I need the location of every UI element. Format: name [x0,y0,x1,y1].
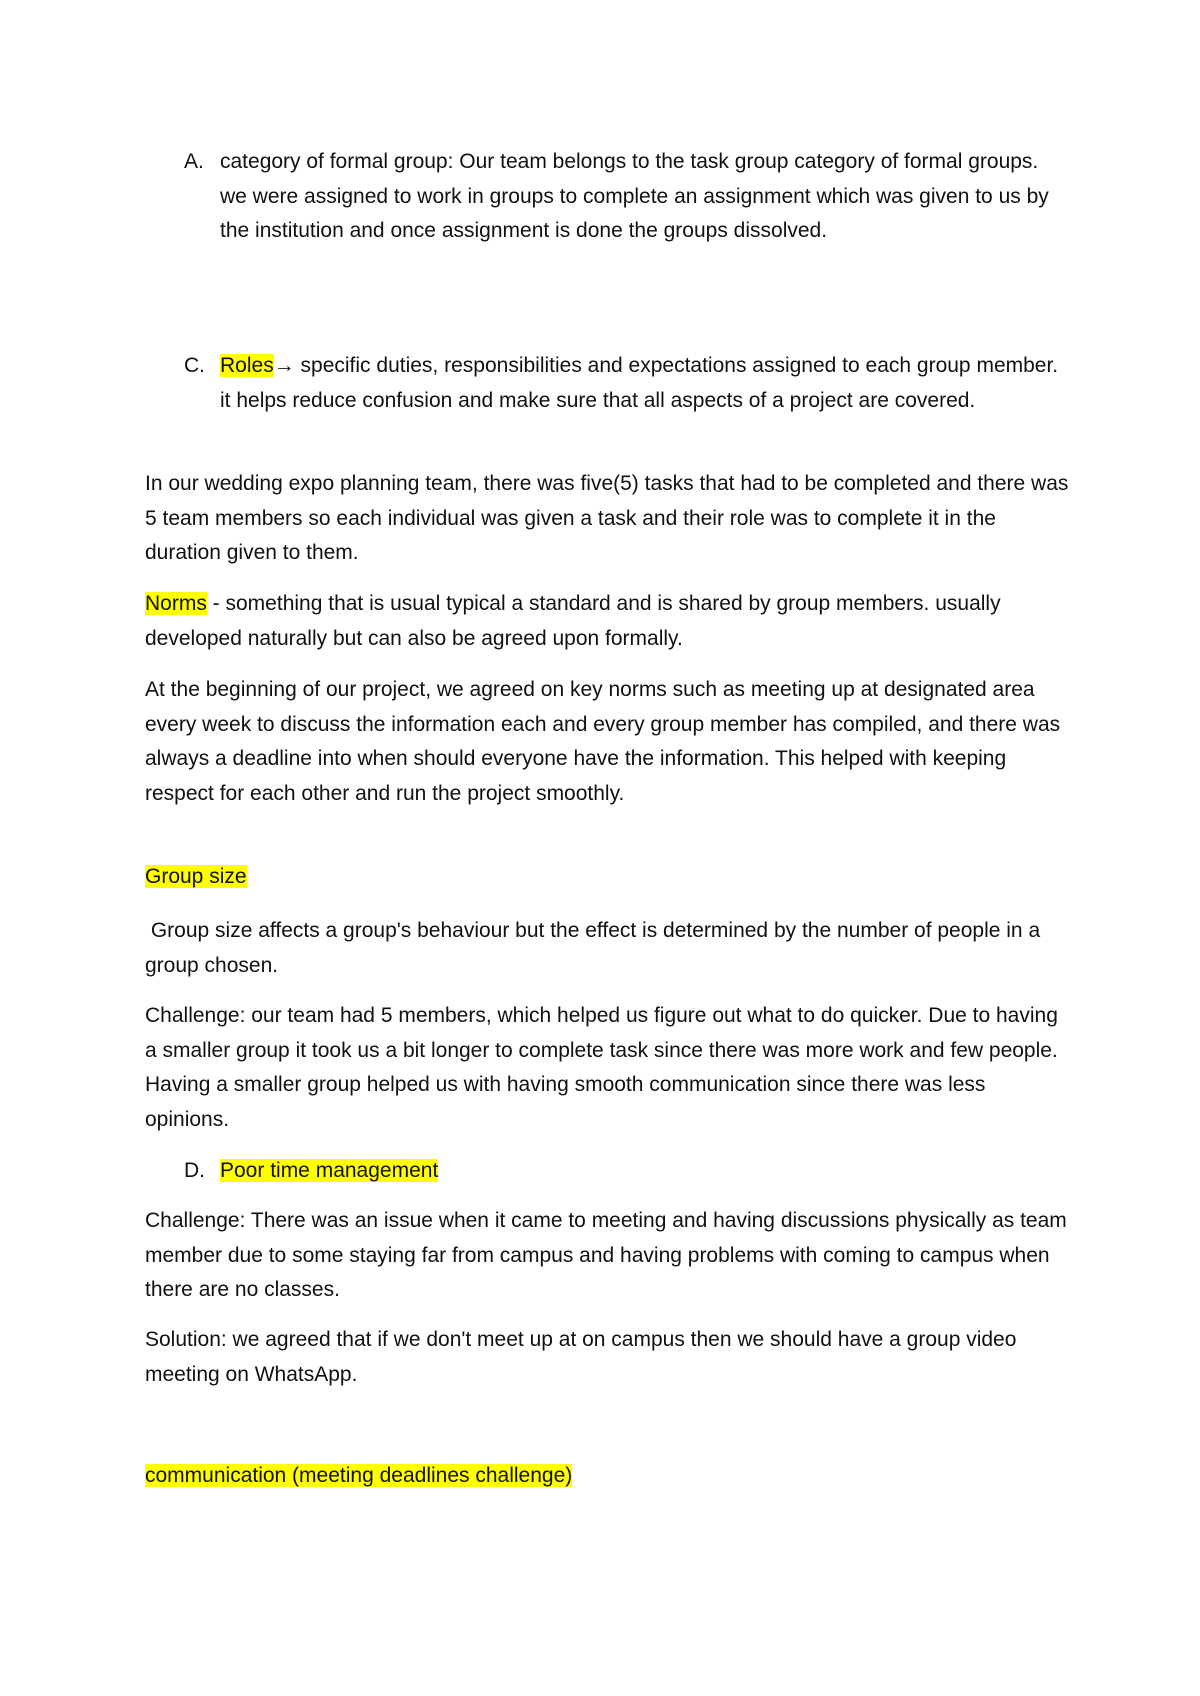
group-size-paragraph [145,914,1075,983]
poor-time-management-item [186,1154,1066,1189]
roles-example-paragraph: In our wedding expo planning team, there was five(5) tasks that had to be completed and there was 5 team members so each individual was given a task and their role was to complete it in the duration given to them. [145,472,1069,564]
group-size-heading [145,860,1075,895]
norms-highlight: Norms [145,592,207,615]
list-marker-d: D. [184,1159,205,1182]
roles-definition-text: specific duties, responsibilities and expectations assigned to each group member. it helps reduce confusion and make sure that all aspects of a project are covered. [220,354,1059,412]
roles-highlight: Roles [220,354,274,377]
list-item-c [186,349,1066,418]
group-size-challenge-paragraph: Challenge: our team had 5 members, which helped us figure out what to do quicker. Due to having a smaller group it took us a bit longer to complete task since there was more work and few people. Having a smaller group helped us with having smooth communication since there was less opinions. [145,1004,1058,1131]
group-size-highlight: Group size [145,865,247,888]
arrow-icon: → [273,354,295,377]
poor-time-management-highlight: Poor time management [220,1159,439,1182]
time-challenge-paragraph: Challenge: There was an issue when it came to meeting and having discussions physically as team member due to some staying far from campus and having problems with coming to campus when there are no classes. [145,1209,1067,1301]
list-marker-a: A. [184,150,204,173]
norms-definition [145,587,1075,656]
list-marker-c: C. [184,354,205,377]
norms-definition-text: - something that is usual typical a standard and is shared by group members. usually developed naturally but can also be agreed upon formally. [145,592,1001,650]
list-item-d [186,1154,1066,1189]
list-item-a [186,145,1066,249]
roles-definition [186,349,1066,418]
time-solution-paragraph: Solution: we agreed that if we don't meet up at on campus then we should have a group video meeting on WhatsApp. [145,1328,1017,1386]
formal-group-category-text: category of formal group: Our team belongs to the task group category of formal groups. we were assigned to work in groups to complete an assignment which was given to us by the institution and once assignment is done the groups dissolved. [220,150,1049,242]
norms-example-paragraph: At the beginning of our project, we agreed on key norms such as meeting up at designated area every week to discuss the information each and every group member has compiled, and there was always a deadline into when should everyone have the information. This helped with keeping respect for each other and run the project smoothly. [145,678,1061,805]
group-size-text: Group size affects a group's behaviour but the effect is determined by the number of people in a group chosen. [145,919,1046,977]
communication-highlight: communication (meeting deadlines challenge) [145,1464,573,1487]
communication-heading [145,1459,1075,1494]
